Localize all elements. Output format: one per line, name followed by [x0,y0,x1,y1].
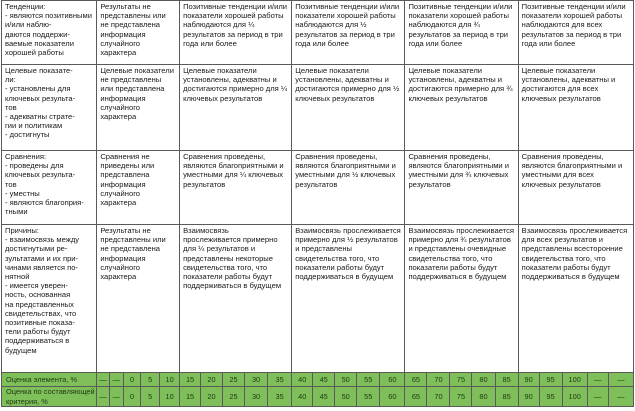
score-cell: 50 [335,373,357,387]
cell-causes-level-2: Взаимосвязь прослеживается примерно для ½ результатов и представлены свидетельства того, что показатели работы будут поддерживаться в будущем [292,225,405,373]
score-cell: 35 [268,387,292,407]
cell-causes-level-3: Взаимосвязь прослеживается примерно для ¾ результатов и представлены очевидные свидетельства того, что показатели работы будут поддерживаться в будущем [405,225,518,373]
score-cell: — [97,387,110,407]
score-cell: 85 [495,373,518,387]
score-cell: 80 [472,373,495,387]
cell-trends-level-0: Результаты не представлены или не представлена информация случайного характера [97,1,180,65]
cell-comparisons-level-4: Сравнения проведены, являются благоприятными и уместными для всех ключевых результатов [518,151,633,225]
row-label-targets: Целевые показате- ли: - установлены для ключевых результа- тов - адекватны страте- гии и политикам - достигнуты [2,65,97,151]
score-cell: 65 [405,387,427,407]
row-label-causes: Причины: - взаимосвязь между достигнутыми ре- зультатами и их при- чинами является по- нятной - имеется уверен- ность, основанная на представленных свидетельствах, что позитивные показа- тели работы будут поддерживаться в будущем [2,225,97,373]
score-cell: 30 [245,387,268,407]
score-cell: 60 [380,373,405,387]
score-cell: 80 [472,387,495,407]
score-cell: 35 [268,373,292,387]
score-cell: 50 [335,387,357,407]
score-cell: 0 [123,373,141,387]
cell-comparisons-level-0: Сравнения не приведены или представлена информация случайного характера [97,151,180,225]
assessment-table [1,0,634,407]
score-cell: 5 [141,373,160,387]
row-trends [2,1,634,65]
score-cell: 20 [201,387,223,407]
cell-comparisons-level-3: Сравнения проведены, являются благоприятными и уместными для ¾ ключевых результатов [405,151,518,225]
cell-targets-level-1: Целевые показатели установлены, адекватны и достигаются примерно для ¼ ключевых результатов [180,65,292,151]
row-targets [2,65,634,151]
score-cell: 95 [539,373,562,387]
score-cell: 75 [450,387,472,407]
score-cell: 25 [223,387,245,407]
cell-trends-level-1: Позитивные тенденции и/или показатели хорошей работы наблюдаются для ¼ результатов за период в три года или более [180,1,292,65]
cell-causes-level-0: Результаты не представлены или не представлена информация случайного характера [97,225,180,373]
score-cell: 30 [245,373,268,387]
cell-targets-level-2: Целевые показатели установлены, адекватны и достигаются примерно для ½ ключевых результатов [292,65,405,151]
score-cell: 25 [223,373,245,387]
cell-trends-level-4: Позитивные тенденции и/или показатели хорошей работы наблюдаются для всех результатов за период в три года или более [518,1,633,65]
score-row-criterion [2,387,634,407]
score-cell: 10 [160,387,180,407]
score-cell: 100 [562,373,587,387]
cell-targets-level-3: Целевые показатели установлены, адекватны и достигаются примерно для ¾ ключевых результатов [405,65,518,151]
row-label-comparisons: Сравнения: - проведены для ключевых результа- тов - уместны - являются благоприя- тными [2,151,97,225]
score-cell: 75 [450,373,472,387]
score-row-element [2,373,634,387]
score-cell: — [109,373,123,387]
score-cell: — [587,387,608,407]
score-cell: 45 [313,373,335,387]
row-label-trends: Тенденции: - являются позитивными и/или наблю- даются поддержи- ваемые показатели хорошей работы [2,1,97,65]
row-comparisons [2,151,634,225]
cell-targets-level-4: Целевые показатели установлены, адекватны и достигаются для всех ключевых результатов [518,65,633,151]
score-cell: 45 [313,387,335,407]
score-cell: — [608,387,633,407]
score-cell: 15 [180,373,201,387]
cell-trends-level-2: Позитивные тенденции и/или показатели хорошей работы наблюдаются для ½ результатов за период в три года или более [292,1,405,65]
score-cell: 65 [405,373,427,387]
score-cell: — [97,373,110,387]
score-cell: 70 [427,387,450,407]
score-cell: 85 [495,387,518,407]
score-cell: 70 [427,373,450,387]
cell-comparisons-level-1: Сравнения проведены, являются благоприятными и уместными для ¼ ключевых результатов [180,151,292,225]
score-cell: 15 [180,387,201,407]
score-cell: 0 [123,387,141,407]
score-cell: 5 [141,387,160,407]
score-cell: 55 [357,387,380,407]
score-cell: 40 [292,387,313,407]
row-causes [2,225,634,373]
score-cell: 95 [539,387,562,407]
score-label-criterion: Оценка по составляющей критерия, % [2,387,97,407]
score-cell: 40 [292,373,313,387]
score-cell: 55 [357,373,380,387]
cell-trends-level-3: Позитивные тенденции и/или показатели хорошей работы наблюдаются для ¾ результатов за период в три года или более [405,1,518,65]
cell-causes-level-1: Взаимосвязь прослеживается примерно для ¼ результатов и представлены некоторые свидетельства того, что показатели работы будут поддерживаться в будущем [180,225,292,373]
score-cell: — [587,373,608,387]
score-cell: — [109,387,123,407]
score-cell: — [608,373,633,387]
score-cell: 60 [380,387,405,407]
score-cell: 90 [518,373,539,387]
score-cell: 20 [201,373,223,387]
cell-comparisons-level-2: Сравнения проведены, являются благоприятными и уместными для ½ ключевых результатов [292,151,405,225]
score-cell: 10 [160,373,180,387]
cell-targets-level-0: Целевые показатели не представлены или представлена информация случайного характера [97,65,180,151]
score-label-element: Оценка элемента, % [2,373,97,387]
score-cell: 100 [562,387,587,407]
cell-causes-level-4: Взаимосвязь прослеживается для всех результатов и представлены всесторонние свидетельства того, что показатели работы будут поддерживаться в будущем [518,225,633,373]
score-cell: 90 [518,387,539,407]
